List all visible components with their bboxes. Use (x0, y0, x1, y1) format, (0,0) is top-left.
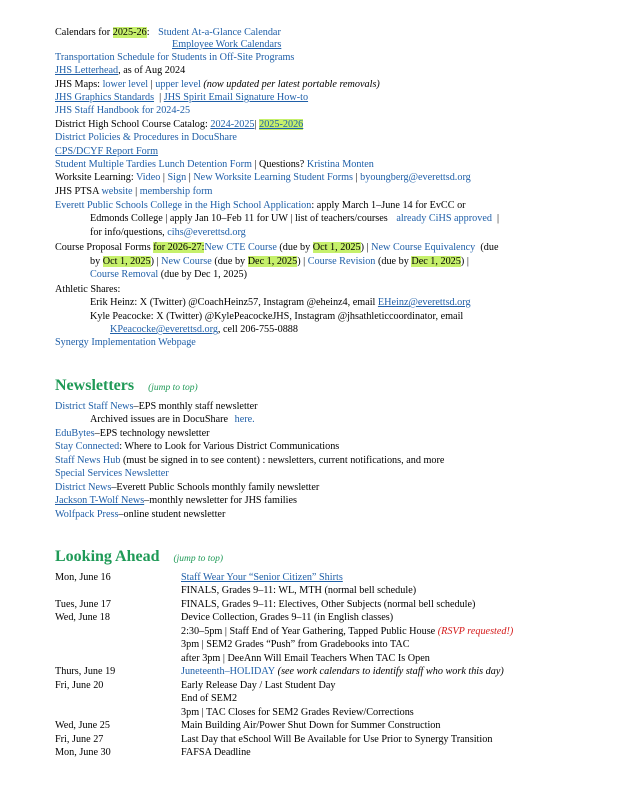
calendars-label: Calendars for (55, 27, 113, 38)
tw-news-line (55, 495, 297, 507)
event-text: End of SEM2 (181, 693, 238, 704)
college-line-3 (90, 227, 246, 239)
transport-link[interactable]: Transportation Schedule for Students in Off-Site Programs (55, 52, 295, 63)
due-label: (due by (375, 256, 412, 267)
email-signature-link[interactable]: JHS Spirit Email Signature How-to (163, 92, 309, 103)
event-date: Mon, June 30 (55, 747, 111, 758)
event-text: FINALS, Grades 9–11: WL, MTH (normal bell schedule) (181, 585, 417, 596)
erik-line (90, 297, 471, 309)
athletic-label: Athletic Shares: (55, 284, 121, 295)
event-main: 2:30–5pm | Staff End of Year Gathering, Tapped Public House (181, 626, 438, 637)
district-news-link[interactable]: District News (55, 482, 112, 493)
kyle-line (90, 311, 463, 323)
student-calendar-link[interactable]: Student At-a-Glance Calendar (158, 27, 281, 38)
graphics-link[interactable]: JHS Graphics Standards (55, 92, 155, 103)
event-text: 3pm | SEM2 Grades “Push” from Gradebooks into TAC (181, 639, 410, 650)
new-cte-course-link[interactable]: New CTE Course (204, 242, 277, 253)
proposal-label: Course Proposal Forms (55, 242, 154, 253)
dec-date: Dec 1, 2025 (411, 256, 461, 267)
questions-label: | Questions? (251, 159, 307, 170)
cps-line (55, 146, 158, 158)
transport-line (55, 52, 294, 64)
course-equivalency-link[interactable]: New Course Equivalency (371, 242, 476, 253)
cps-report-link[interactable]: CPS/DCYF Report Form (55, 146, 159, 157)
maps-line (55, 79, 380, 91)
worksite-email-link[interactable]: byoungberg@everettsd.org (360, 172, 471, 183)
tardies-line (55, 159, 374, 171)
event-date: Mon, June 16 (55, 572, 111, 583)
worksite-label: Worksite Learning: (55, 172, 137, 183)
handbook-line (55, 105, 190, 117)
erik-info: Erik Heinz: X (Twitter) @CoachHeinz57, Instagram @eheinz4, email (90, 297, 378, 308)
policies-link[interactable]: District Policies & Procedures in DocuShare (55, 132, 237, 143)
handbook-link[interactable]: JHS Staff Handbook for 2024-25 (55, 105, 191, 116)
separator: | (132, 186, 140, 197)
college-text: : apply March 1–June 14 for EvCC or (311, 200, 466, 211)
worksite-video-link[interactable]: Video (136, 172, 161, 183)
staff-news-desc: –EPS monthly staff newsletter (133, 401, 258, 412)
separator: | (160, 172, 168, 183)
wolfpack-link[interactable]: Wolfpack Press (55, 509, 119, 520)
course-removal-link[interactable]: Course Removal (90, 269, 159, 280)
athletic-line (55, 284, 120, 296)
senior-shirts-link[interactable]: Staff Wear Your “Senior Citizen” Shirts (181, 572, 343, 583)
letterhead-suffix: , as of Aug 2024 (118, 65, 186, 76)
ptsa-label: JHS PTSA (55, 186, 102, 197)
event-date: Fri, June 27 (55, 734, 104, 745)
ptsa-membership-link[interactable]: membership form (139, 186, 213, 197)
paren: ) (150, 256, 154, 267)
tw-news-desc: –monthly newsletter for JHS families (144, 495, 297, 506)
due-label: (due by (276, 242, 313, 253)
kyle-info: Kyle Peacocke: X (Twitter) @KylePeacockeJHS, Instagram @jhsathleticcoordinator, email (90, 311, 464, 322)
event-date: Tues, June 17 (55, 599, 111, 610)
synergy-line (55, 337, 196, 349)
tw-news-link[interactable]: Jackson T-Wolf News (55, 495, 145, 506)
looking-ahead-title: Looking Ahead (55, 548, 160, 565)
looking-ahead-heading (55, 548, 224, 565)
maps-note: (now updated per latest portable removals) (203, 79, 380, 90)
policies-line (55, 132, 237, 144)
employee-calendars-link[interactable]: Employee Work Calendars (172, 39, 282, 50)
maps-label: JHS Maps: (55, 79, 103, 90)
juneteenth-link[interactable]: Juneteenth–HOLIDAY (181, 666, 276, 677)
hub-line (55, 455, 444, 467)
catalog-2024-link[interactable]: 2024-2025 (210, 119, 255, 130)
special-services-link[interactable]: Special Services Newsletter (55, 468, 169, 479)
paren: ) (360, 242, 365, 253)
maps-lower-link[interactable]: lower level (102, 79, 149, 90)
catalog-2025-link[interactable]: 2025-2026 (259, 119, 304, 130)
stay-connected-link[interactable]: Stay Connected (55, 441, 120, 452)
newsletters-title: Newsletters (55, 377, 135, 394)
event-text (181, 572, 343, 584)
proposal-line-2 (90, 256, 469, 268)
dec-date: Dec 1, 2025 (247, 256, 298, 267)
jump-to-top-link[interactable]: (jump to top) (148, 383, 198, 393)
due-date: Oct 1, 2025 (312, 242, 361, 253)
event-date: Wed, June 18 (55, 612, 110, 623)
worksite-forms-link[interactable]: New Worksite Learning Student Forms (193, 172, 354, 183)
cihs-approved-link[interactable]: already CiHS approved (396, 213, 492, 224)
event-text: Main Building Air/Power Shut Down for Summer Construction (181, 720, 441, 731)
staff-news-line (55, 401, 258, 413)
college-line (55, 200, 466, 212)
graphics-line (55, 92, 308, 104)
kyle-email-link[interactable]: KPeacocke@everettsd.org (110, 324, 218, 335)
event-text (181, 626, 513, 638)
ptsa-line (55, 186, 212, 198)
event-date: Fri, June 20 (55, 680, 104, 691)
edubytes-link[interactable]: EduBytes (55, 428, 95, 439)
due-label: (due (475, 242, 499, 253)
event-text: FINALS, Grades 9–11: Electives, Other Subjects (normal bell schedule) (181, 599, 476, 610)
archived-line (90, 414, 255, 426)
archived-here-link[interactable]: here. (234, 414, 255, 425)
district-news-desc: –Everett Public Schools monthly family newsletter (111, 482, 320, 493)
catalog-line (55, 119, 303, 131)
staff-news-hub-link[interactable]: Staff News Hub (55, 455, 121, 466)
juneteenth-note: (see work calendars to identify staff who work this day) (275, 666, 504, 677)
proposal-year: for 2026-27: (153, 242, 205, 253)
separator: | (148, 79, 156, 90)
jump-to-top-link[interactable]: (jump to top) (173, 554, 224, 564)
synergy-link[interactable]: Synergy Implementation Webpage (55, 337, 196, 348)
college-text-2: Edmonds College | apply Jan 10–Feb 11 for UW | list of teachers/courses (90, 213, 391, 224)
separator: | (154, 92, 164, 103)
kyle-line-2 (110, 324, 298, 336)
stay-connected-desc: : Where to Look for Various District Communications (119, 441, 340, 452)
separator: | (254, 119, 260, 130)
special-services-line (55, 468, 169, 480)
letterhead-link[interactable]: JHS Letterhead (55, 65, 119, 76)
calendars-year: 2025-26 (112, 27, 147, 38)
college-text-3: for info/questions, (90, 227, 168, 238)
archived-text: Archived issues are in DocuShare (90, 414, 231, 425)
separator: | (353, 172, 361, 183)
stay-connected-line (55, 441, 339, 453)
course-revision-link[interactable]: Course Revision (307, 256, 376, 267)
newsletters-heading (55, 377, 198, 394)
letterhead-line (55, 65, 185, 77)
catalog-label: District High School Course Catalog: (55, 119, 211, 130)
rsvp-note: (RSVP requested!) (437, 626, 514, 637)
paren: ) (297, 256, 301, 267)
tardies-contact-link[interactable]: Kristina Monten (306, 159, 374, 170)
event-text: Device Collection, Grades 9–11 (in English classes) (181, 612, 394, 623)
tardies-form-link[interactable]: Student Multiple Tardies Lunch Detention Form (55, 159, 252, 170)
removal-due: (due by Dec 1, 2025) (158, 269, 248, 280)
district-news-line (55, 482, 319, 494)
edubytes-line (55, 428, 210, 440)
due-label: (due by (211, 256, 248, 267)
worksite-line (55, 172, 471, 184)
event-text: FAFSA Deadline (181, 747, 251, 758)
calendars-line (55, 27, 281, 39)
event-text: Last Day that eSchool Will Be Available for Use Prior to Synergy Transition (181, 734, 493, 745)
cihs-email-link[interactable]: cihs@everettsd.org (167, 227, 246, 238)
kyle-cell: , cell 206-755-0888 (217, 324, 298, 335)
separator: | (464, 256, 469, 267)
erik-email-link[interactable]: EHeinz@everettsd.org (377, 297, 471, 308)
worksite-sign-link[interactable]: Sign (167, 172, 187, 183)
event-text: 3pm | TAC Closes for SEM2 Grades Review/Corrections (181, 707, 414, 718)
new-course-link[interactable]: New Course (161, 256, 212, 267)
event-text (181, 666, 504, 678)
due-date: Oct 1, 2025 (102, 256, 151, 267)
college-application-link[interactable]: Everett Public Schools College in the High School Application (55, 200, 312, 211)
proposal-line (55, 242, 498, 254)
event-text: after 3pm | DeeAnn Will Email Teachers When TAC Is Open (181, 653, 430, 664)
employee-calendar-line (172, 39, 281, 51)
separator: | (300, 256, 308, 267)
proposal-line-3 (90, 269, 247, 281)
wolfpack-line (55, 509, 225, 521)
wolfpack-desc: –online student newsletter (118, 509, 226, 520)
staff-news-link[interactable]: District Staff News (55, 401, 134, 412)
due-label: by (90, 256, 103, 267)
edubytes-desc: –EPS technology newsletter (94, 428, 210, 439)
separator: | (186, 172, 194, 183)
colon: : (146, 27, 150, 38)
hub-desc: (must be signed in to see content) : newsletters, current notifications, and more (120, 455, 445, 466)
separator: | (364, 242, 372, 253)
separator: | (153, 256, 162, 267)
maps-upper-link[interactable]: upper level (155, 79, 201, 90)
event-date: Wed, June 25 (55, 720, 110, 731)
ptsa-website-link[interactable]: website (101, 186, 133, 197)
separator: | (491, 213, 500, 224)
college-line-2 (90, 213, 499, 225)
paren: ) (460, 256, 465, 267)
event-text: Early Release Day / Last Student Day (181, 680, 336, 691)
event-date: Thurs, June 19 (55, 666, 116, 677)
